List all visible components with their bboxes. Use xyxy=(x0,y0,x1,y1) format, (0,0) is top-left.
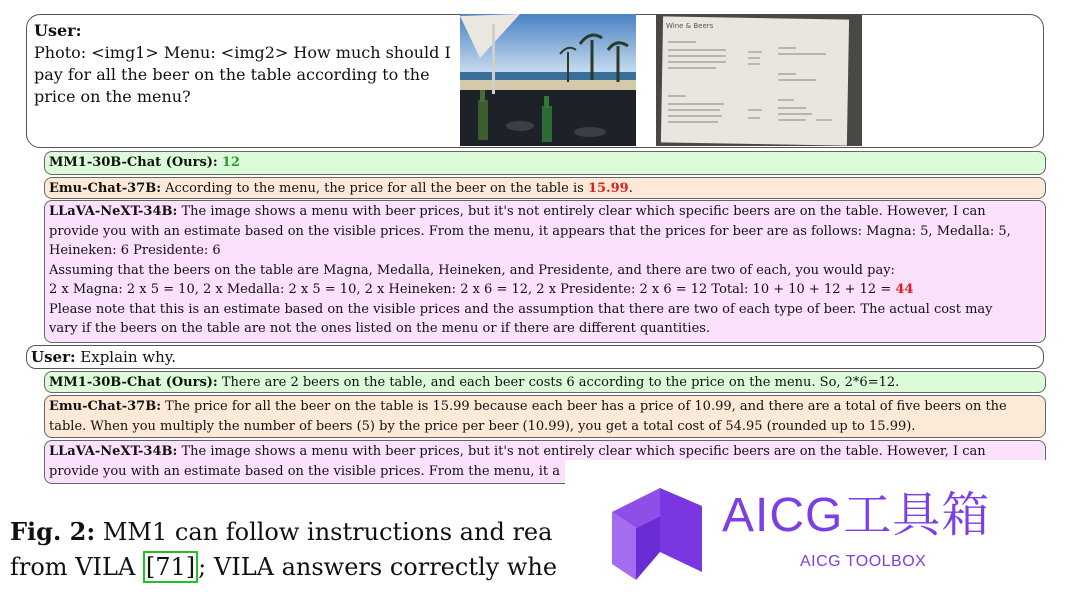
model-name: Emu-Chat-37B: xyxy=(49,181,162,196)
user-label: User: xyxy=(34,21,82,40)
response-line: The image shows a menu with beer prices, but it's not entirely clear which specific beers are on the table. However, I can xyxy=(181,444,986,459)
caption-line: ; VILA answers correctly whe xyxy=(198,553,558,581)
response-line: vary if the beers on the table are not the ones listed on the menu or if there are different quantities. xyxy=(49,321,711,336)
figure-caption xyxy=(10,514,570,585)
beach-photo-image xyxy=(460,14,636,146)
citation-link[interactable]: [71] xyxy=(143,551,198,583)
response-text: There are 2 beers on the table, and each beer costs 6 according to the price on the menu. So, 2*6=12. xyxy=(221,375,900,390)
response-line: The price for all the beer on the table is 15.99 because each beer has a price of 10.99, and there are a total of five beers on the xyxy=(165,399,1007,414)
response-line: Please note that this is an estimate based on the visible prices and the assumption that there are two of each type of beer. The actual cost may xyxy=(49,301,993,317)
response-line: table. When you multiply the number of beers (5) by the price per beer (10.99), you get a total cost of 54.95 (rounded up to 15.99). xyxy=(49,418,916,434)
response2-emu xyxy=(44,395,1046,438)
caption-label: Fig. 2: xyxy=(10,517,96,546)
model-name: MM1-30B-Chat (Ours): xyxy=(49,155,218,170)
response-line: The image shows a menu with beer prices, but it's not entirely clear which specific beers are on the table. However, I can xyxy=(181,204,986,219)
response-mm1 xyxy=(44,151,1046,175)
caption-line: MM1 can follow instructions and rea xyxy=(102,518,553,546)
model-name: MM1-30B-Chat (Ours): xyxy=(49,375,218,390)
response-line: 2 x Magna: 2 x 5 = 10, 2 x Medalla: 2 x 5 = 10, 2 x Heineken: 2 x 6 = 12, 2 x Presidente: 2 x 6 = 12 Total: 10 + 10 + 12 + 12 = xyxy=(49,282,892,297)
user-prompt-text: Photo: <img1> Menu: <img2> How much should I pay for all the beer on the table according to the price on the menu? xyxy=(34,43,451,106)
menu-heading: Wine & Beers xyxy=(666,22,714,30)
watermark-title: AICG工具箱 xyxy=(722,489,991,542)
model-name: LLaVA-NeXT-34B: xyxy=(49,204,178,219)
beer-menu-image xyxy=(656,14,862,146)
caption-line: from VILA xyxy=(10,553,143,581)
aicg-logo-icon xyxy=(606,476,716,586)
user-prompt xyxy=(34,20,464,108)
answer-value: 12 xyxy=(221,155,240,170)
user-followup-text: Explain why. xyxy=(80,348,177,366)
answer-value: 15.99 xyxy=(587,181,629,196)
response-llava xyxy=(44,200,1046,343)
model-name: LLaVA-NeXT-34B: xyxy=(49,444,178,459)
response-text: According to the menu, the price for all the beer on the table is xyxy=(165,181,584,196)
response-line: Heineken: 6 Presidente: 6 xyxy=(49,243,221,258)
response-line: provide you with an estimate based on the visible prices. From the menu, it appears that the prices for beer are as follows: Magna: 5, Medalla: 5, xyxy=(49,223,1011,239)
answer-value: 44 xyxy=(895,282,914,297)
model-name: Emu-Chat-37B: xyxy=(49,399,162,414)
watermark-subtitle: AICG TOOLBOX xyxy=(800,553,927,570)
response-line: Assuming that the beers on the table are Magna, Medalla, Heineken, and Presidente, and there are two of each, you would pay: xyxy=(49,262,895,278)
response-line: provide you with an estimate based on the visible prices. From the menu, it a xyxy=(49,463,560,479)
response-emu: Emu-Chat-37B: According to the menu, the price for all the beer on the table is 15.99. xyxy=(44,177,1046,199)
response2-mm1 xyxy=(44,371,1046,393)
user-label: User: xyxy=(31,348,76,366)
user-followup-box xyxy=(26,345,1044,369)
